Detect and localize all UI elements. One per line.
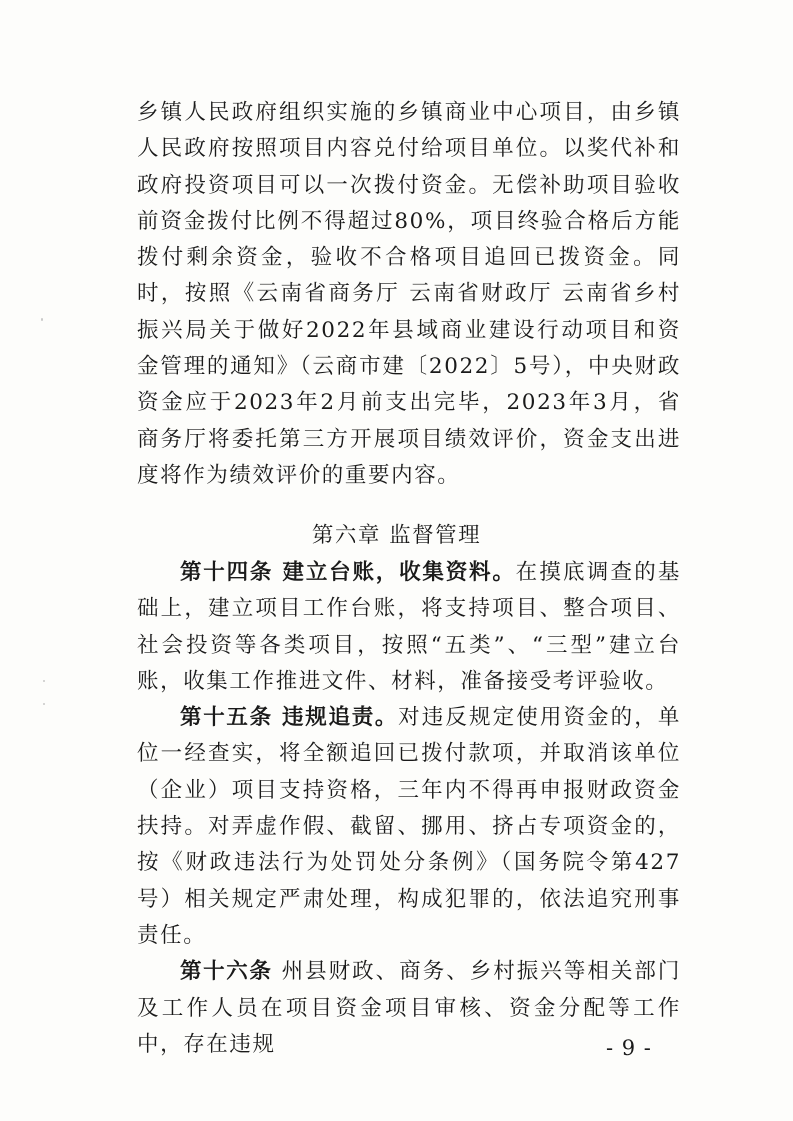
articles-section	[137, 555, 681, 1063]
intro-paragraph: 乡镇人民政府组织实施的乡镇商业中心项目，由乡镇人民政府按照项目内容兑付给项目单位。以奖代补和政府投资项目可以一次拨付资金。无偿补助项目验收前资金拨付比例不得超过80%，项目终验合格后方能拨付剩余资金，验收不合格项目追回已拨资金。同时，按照《云南省商务厅 云南省财政厅 云南省乡村振兴局关于做好2022年县域商业建设行动项目和资金管理的通知》（云商市建〔2022〕5号），中央财政资金应于2023年2月前支出完毕，2023年3月，省商务厅将委托第三方开展项目绩效评价，资金支出进度将作为绩效评价的重要内容。	[137, 100, 681, 488]
body-text-top	[137, 95, 681, 494]
article-16	[137, 954, 681, 1063]
article-16-heading: 第十六条	[180, 959, 282, 985]
scan-speck	[43, 680, 45, 682]
article-15-body: 对违反规定使用资金的，单位一经查实，将全额追回已拨付款项，并取消该单位（企业）项目支持资格，三年内不得再申报财政资金扶持。对弄虚作假、截留、挪用、挤占专项资金的，按《财政违法行为处罚处分条例》（国务院令第427号）相关规定严肃处理，构成犯罪的，依法追究刑事责任。	[137, 705, 681, 948]
article-14-heading: 第十四条 建立台账，收集资料。	[180, 560, 516, 585]
article-15-heading: 第十五条 违规追责。	[180, 705, 399, 731]
scan-speck	[41, 318, 43, 321]
chapter-title: 第六章 监督管理	[311, 523, 482, 548]
article-16-body: 州县财政、商务、乡村振兴等相关部门及工作人员在项目资金项目审核、资金分配等工作中，存在违规	[137, 959, 681, 1057]
page-number: - 9 -	[606, 1036, 652, 1060]
scan-speck	[43, 703, 45, 705]
article-14-body: 在摸底调查的基础上，建立项目工作台账，将支持项目、整合项目、社会投资等各类项目，按照“五类”、“三型”建立台账，收集工作推进文件、材料，准备接受考评验收。	[137, 560, 681, 694]
article-14	[137, 555, 681, 700]
article-15	[137, 700, 681, 954]
